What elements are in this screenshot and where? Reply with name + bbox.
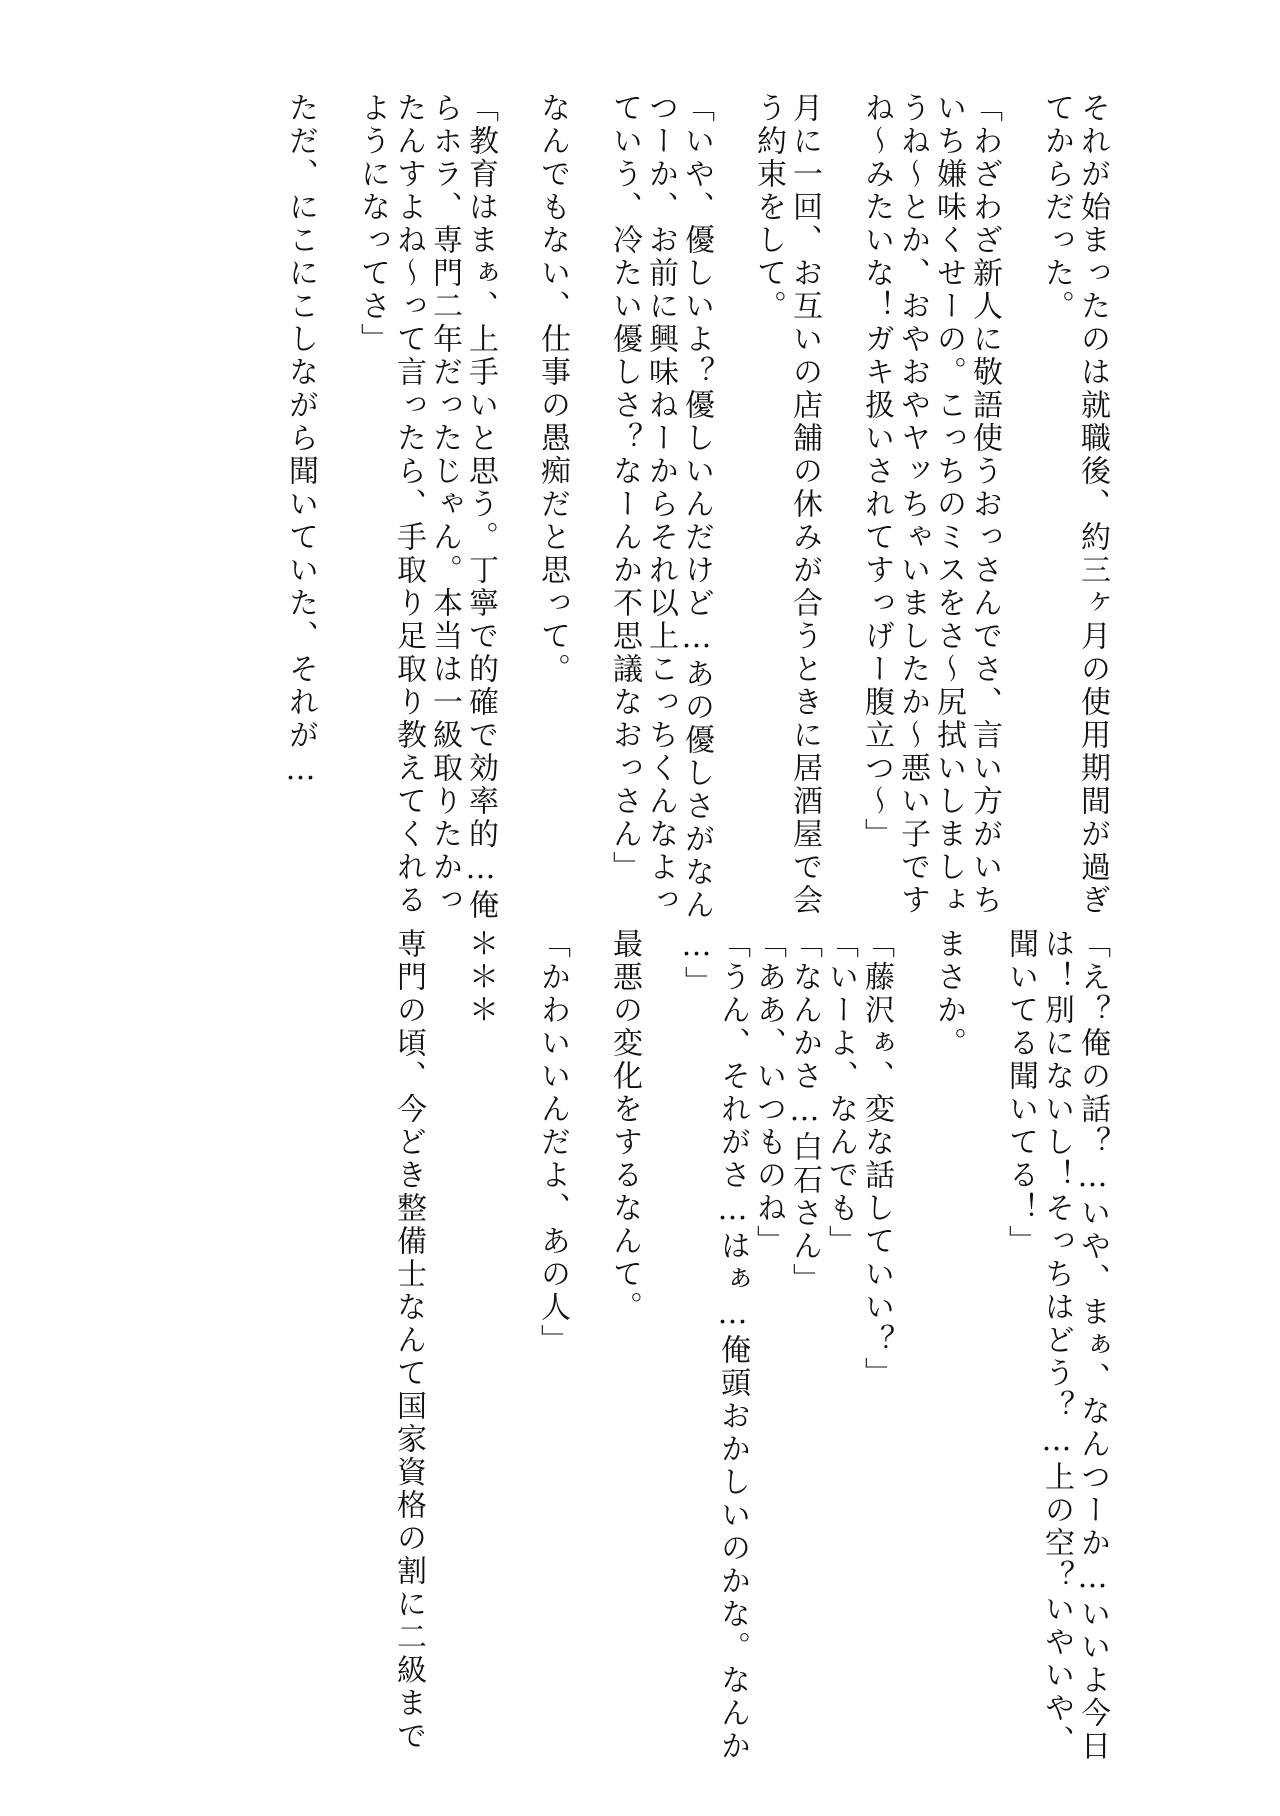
text-column: たんすよね～って言ったら、手取り足取り教えてくれる [391, 92, 426, 917]
text-column: まさか。 [931, 928, 966, 1060]
text-column: 「かわいいんだよ、あの人」 [535, 928, 570, 1357]
text-column: 専門の頃、今どき整備士なんて国家資格の割に二級まで [391, 928, 426, 1753]
text-column: 「教育はまぁ、上手いと思う。丁寧で的確で効率的…俺 [463, 92, 498, 922]
text-column: 「わざわざ新人に敬語使うおっさんでさ、言い方がいち [967, 92, 1002, 917]
text-column: 最悪の変化をするなんて。 [607, 928, 642, 1324]
text-column: 「なんかさ…白石さん」 [787, 928, 822, 1296]
text-column: 聞いてる聞いてる！」 [1003, 928, 1038, 1258]
text-column: らホラ、専門二年だったじゃん。本当は一級取りたかっ [427, 92, 462, 917]
text-column: 「え？俺の話？…いや、まぁ、なんつーか…いいよ今日 [1075, 928, 1110, 1763]
text-column: 「いや、優しいよ？優しいんだけど…あの優しさがなん [679, 92, 714, 922]
text-column: 月に一回、お互いの店舗の休みが合うときに居酒屋で会 [787, 92, 822, 917]
text-column: うね～とか、おやおやヤッちゃいましたか～悪い子です [895, 92, 930, 917]
text-column: …」 [679, 928, 714, 999]
text-column: それが始まったのは就職後、約三ヶ月の使用期間が過ぎ [1075, 92, 1110, 917]
section-break: ＊＊＊ [463, 928, 498, 1027]
text-column: つーか、お前に興味ねーからそれ以上こっちくんなよっ [643, 92, 678, 917]
text-column: は！別にないし！そっちはどう？…上の空？いやいや、 [1039, 928, 1074, 1758]
text-column: 「ああ、いつものね」 [751, 928, 786, 1258]
text-column: いち嫌味くせーの。こっちのミスをさ～尻拭いしましょ [931, 92, 966, 917]
text-column: ていう、冷たい優しさ？なーんか不思議なおっさん」 [607, 92, 642, 884]
text-column: 「いーよ、なんでも」 [823, 928, 858, 1258]
text-column: 「藤沢ぁ、変な話していい？」 [859, 928, 894, 1390]
text-column: う約束をして。 [751, 92, 786, 323]
text-column: なんでもない、仕事の愚痴だと思って。 [535, 92, 570, 686]
text-column: 「うん、それがさ…はぁ…俺頭おかしいのかな。なんか [715, 928, 750, 1763]
text-column: ただ、にこにこしながら聞いていた、それが… [283, 92, 318, 790]
text-column: ね～みたいな！ガキ扱いされてすっげー腹立つ～」 [859, 92, 894, 851]
text-column: てからだった。 [1039, 92, 1074, 323]
text-column: ようになってさ」 [355, 92, 390, 356]
